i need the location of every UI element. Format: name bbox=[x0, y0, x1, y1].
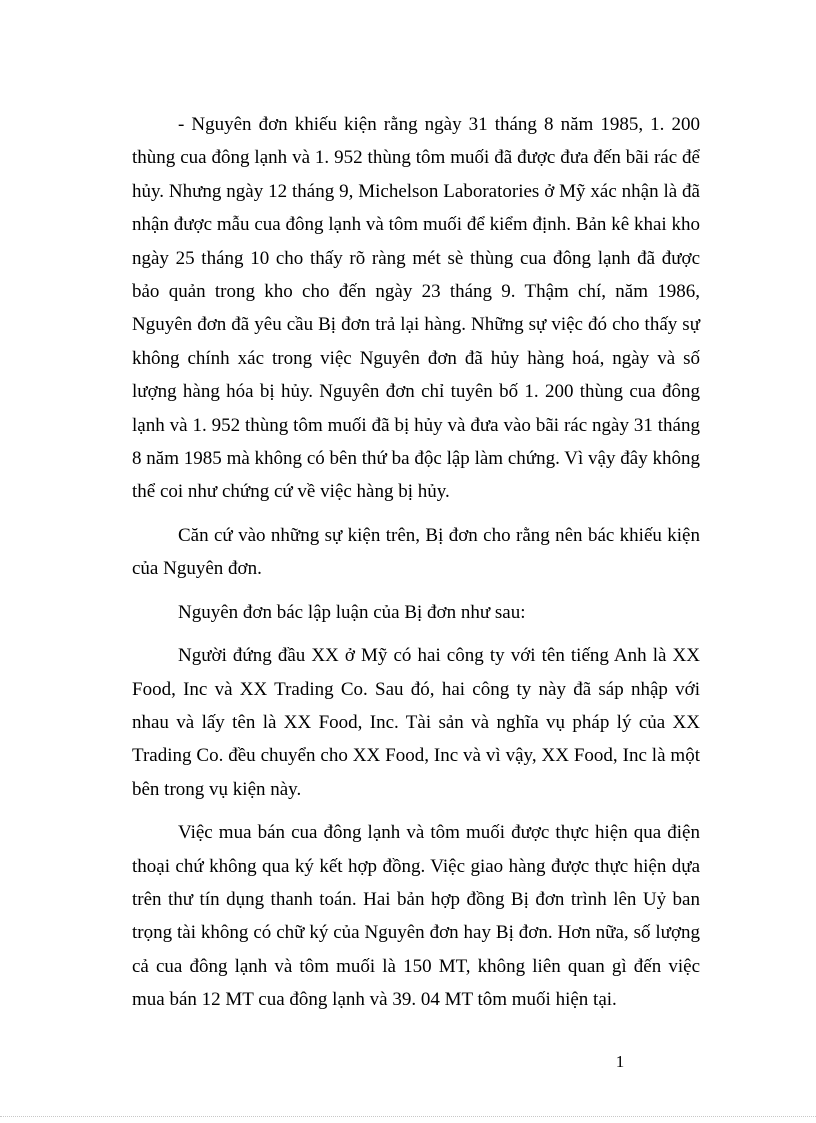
paragraph-rebuttal-intro: Nguyên đơn bác lập luận của Bị đơn như sau: bbox=[178, 601, 526, 623]
paragraph-plaintiff-claim: - Nguyên đơn khiếu kiện rằng ngày 31 tháng 8 năm 1985, 1. 200 thùng cua đông lạnh và 1. 952 thùng tôm muối đã được đưa đến bãi rác để hủy. Nhưng ngày 12 tháng 9, Michelson Laboratories ở Mỹ xác nhận là đã nhận được mẫu cua đông lạnh và tôm muối để kiểm định. Bản kê khai kho ngày 25 tháng 10 cho thấy rõ ràng mét sè thùng cua đông lạnh đã được bảo quản trong kho cho đến ngày 23 tháng 9. Thậm chí, năm 1986, Nguyên đơn đã yêu cầu Bị đơn trả lại hàng. Những sự việc đó cho thấy sự không chính xác trong việc Nguyên đơn đã hủy hàng hoá, ngày và số lượng hàng hóa bị hủy. Nguyên đơn chỉ tuyên bố 1. 200 thùng cua đông lạnh và 1. 952 thùng tôm muối đã bị hủy và đưa vào bãi rác ngày 31 tháng 8 năm 1985 mà không có bên thứ ba độc lập làm chứng. Vì vậy đây không thể coi như chứng cứ về việc hàng bị hủy. bbox=[132, 114, 700, 503]
paragraph-company-merger: Người đứng đầu XX ở Mỹ có hai công ty với tên tiếng Anh là XX Food, Inc và XX Trading Co. Sau đó, hai công ty này đã sáp nhập với nhau và lấy tên là XX Food, Inc. Tài sản và nghĩa vụ pháp lý của XX Trading Co. đều chuyển cho XX Food, Inc và vì vậy, XX Food, Inc là một bên trong vụ kiện này. bbox=[132, 645, 700, 800]
paragraph-defendant-conclusion: Căn cứ vào những sự kiện trên, Bị đơn cho rằng nên bác khiếu kiện của Nguyên đơn. bbox=[132, 524, 700, 580]
body-text bbox=[132, 108, 700, 1027]
paragraph-sale-terms: Việc mua bán cua đông lạnh và tôm muối được thực hiện qua điện thoại chứ không qua ký kết hợp đồng. Việc giao hàng được thực hiện dựa trên thư tín dụng thanh toán. Hai bản hợp đồng Bị đơn trình lên Uỷ ban trọng tài không có chữ ký của Nguyên đơn hay Bị đơn. Hơn nữa, số lượng cả cua đông lạnh và tôm muối là 150 MT, không liên quan gì đến việc mua bán 12 MT cua đông lạnh và 39. 04 MT tôm muối hiện tại. bbox=[132, 822, 700, 1011]
page-bottom-border bbox=[0, 1116, 816, 1117]
page-number: 1 bbox=[615, 1052, 625, 1071]
